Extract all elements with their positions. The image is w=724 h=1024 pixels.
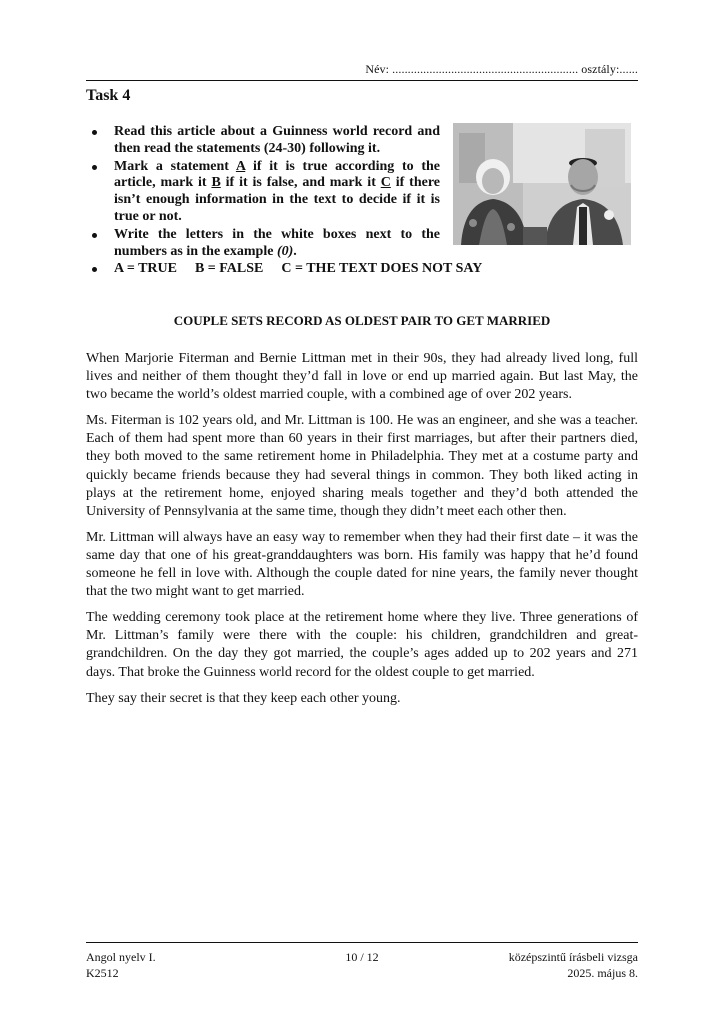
option-b-letter: B (211, 175, 221, 191)
legend-false: B = FALSE (194, 261, 264, 277)
footer-page-number: 10 / 12 (345, 950, 379, 964)
footer-exam-level: középszintű írásbeli vizsga (508, 950, 638, 964)
bottom-divider (86, 942, 638, 943)
task-title: Task 4 (86, 87, 131, 104)
footer-code: K2512 (86, 965, 119, 980)
instruction-text: Read this article about a Guinness world record and then read the statements (24-30) following it. (114, 124, 440, 156)
elderly-couple-photo (453, 123, 631, 245)
option-c-letter: C (380, 175, 391, 191)
instruction-text: Mark a statement (114, 158, 236, 174)
instruction-item (86, 124, 440, 158)
legend-not-say: C = THE TEXT DOES NOT SAY (281, 261, 483, 277)
legend-true: A = TRUE (114, 261, 177, 277)
footer-right (509, 950, 638, 981)
answer-legend (86, 261, 594, 278)
footer-subject: Angol nyelv I. (86, 950, 156, 964)
article-paragraph: When Marjorie Fiterman and Bernie Littman met in their 90s, they had already lived long, full lives and neither of them thought they’d fall in love or end up married again. But last May, the two became the world’s oldest married couple, with a combined age of over 202 years. (86, 351, 638, 403)
example-marker: (0) (276, 243, 294, 259)
instruction-item (86, 159, 440, 226)
article-paragraph: They say their secret is that they keep each other young. (86, 690, 401, 706)
instructions-list (86, 124, 483, 279)
instruction-item (86, 227, 440, 261)
name-class-line: Név: ............................................................ osztály:...... (365, 62, 638, 76)
footer-date: 2025. május 8. (567, 965, 638, 980)
instruction-text: if it is true according to the article, mark it (114, 158, 440, 191)
top-divider (86, 80, 638, 81)
article-body (86, 350, 638, 716)
article-title: COUPLE SETS RECORD AS OLDEST PAIR TO GET MARRIED (173, 313, 551, 328)
instruction-text: if there isn’t enough information in the text to decide if it is true or not. (114, 175, 441, 224)
instruction-text: . (293, 243, 297, 259)
instruction-text: if it is false, and mark it (220, 175, 381, 191)
article-paragraph: Mr. Littman will always have an easy way to remember when they had their first date – it was the same day that one of his great-granddaughters was born. His family was happy that he’d found someone he fell in love with. Although the couple dated for nine years, the family never thought that the two might want to get married. (86, 529, 638, 600)
option-a-letter: A (235, 158, 246, 174)
instruction-text: Write the letters in the white boxes next to the numbers as in the example (114, 226, 440, 259)
article-paragraph: Ms. Fiterman is 102 years old, and Mr. Littman is 100. He was an engineer, and she was a teacher. Each of them had spent more than 60 years in their first marriages, but after their partners died, they both moved to the same retirement home in Philadelphia. They met at a costume party and quickly became friends because they had several things in common. They both liked acting in plays at the retirement home, enjoyed sharing meals together and they’d both attended the University of Pennsylvania at the same time, though they didn’t meet each other then. (86, 413, 638, 519)
article-paragraph: The wedding ceremony took place at the retirement home where they live. Three generations of Mr. Littman’s family were there with the couple: his children, grandchildren and great-grandchildren. On the day they got married, the couple’s ages added up to 202 years and 271 days. That broke the Guinness world record for the oldest couple to get married. (86, 610, 638, 680)
